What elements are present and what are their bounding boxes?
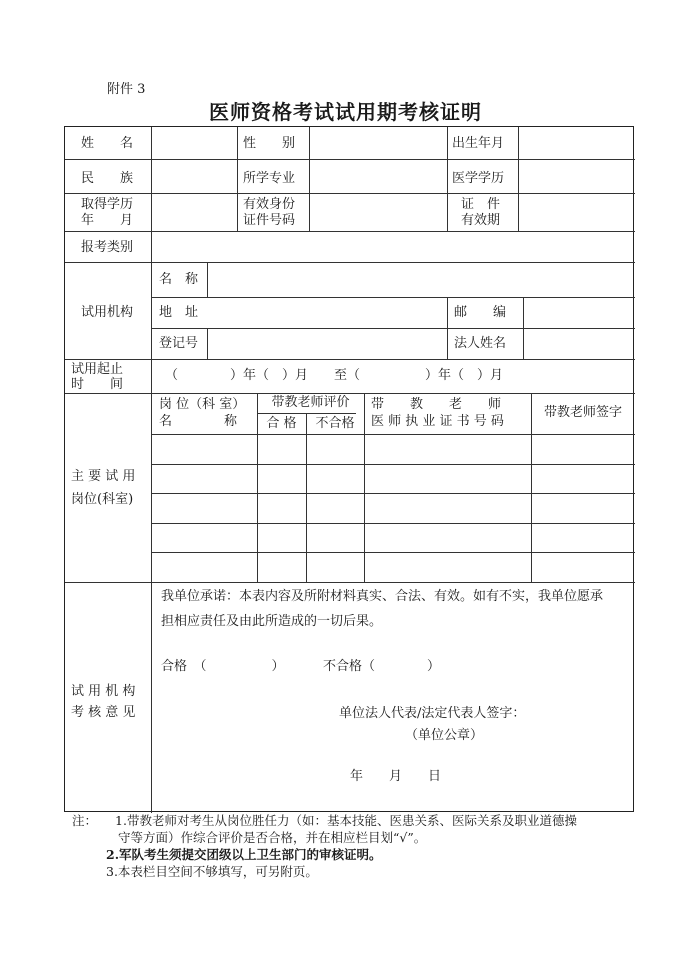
col-divider <box>151 127 152 813</box>
attachment-label: 附件 3 <box>107 82 146 97</box>
pass-option: 合格 （ ） <box>161 659 285 674</box>
id-valid-label: 有效期 <box>461 213 501 228</box>
col-fail: 不合格 <box>315 416 355 431</box>
note-3: 3.本表栏目空间不够填写，可另附页。 <box>106 864 318 879</box>
col-teacher-cert: 医 师 执 业 证 书 号 码 <box>371 414 504 429</box>
col-divider <box>447 297 448 359</box>
notes-prefix: 注： <box>72 813 98 828</box>
id-number-label: 有效身份 <box>243 197 296 212</box>
pledge-text: 我单位承诺：本表内容及所附材料真实、合法、有效。如有不实，我单位愿承 <box>161 589 604 604</box>
col-divider <box>306 413 307 582</box>
col-divider <box>207 262 208 297</box>
legal-person-label: 法人姓名 <box>454 336 507 351</box>
col-divider <box>447 127 448 231</box>
period-label: 试用起止 <box>71 362 124 377</box>
note-2: 2.军队考生须提交团级以上卫生部门的审核证明。 <box>106 847 382 862</box>
opinion-label: 试 用 机 构 <box>71 684 136 699</box>
inst-address-label: 地 址 <box>159 305 199 320</box>
edu-date-label: 取得学历 <box>81 197 134 212</box>
institution-label: 试用机构 <box>81 305 134 320</box>
inst-name-label: 名 称 <box>159 272 199 287</box>
name-label: 姓 名 <box>81 136 134 151</box>
row-divider <box>151 464 635 465</box>
row-divider <box>151 552 635 553</box>
col-divider <box>309 127 310 231</box>
gender-label: 性 别 <box>243 136 296 151</box>
opinion-label: 考 核 意 见 <box>71 705 136 720</box>
sign-date: 年 月 日 <box>350 769 442 784</box>
period-range: （ ）年（ ）月 至（ ）年（ ）月 <box>165 368 504 383</box>
positions-label: 岗位(科室) <box>71 492 134 507</box>
row-divider <box>151 297 635 298</box>
pledge-text: 担相应责任及由此所造成的一切后果。 <box>161 614 383 629</box>
id-valid-label: 证 件 <box>461 197 501 212</box>
edu-date-label: 年 月 <box>81 213 134 228</box>
period-label: 时 间 <box>71 377 124 392</box>
degree-label: 医学学历 <box>452 171 505 186</box>
col-pass: 合 格 <box>266 416 297 431</box>
page-title: 医师资格考试试用期考核证明 <box>209 100 482 124</box>
id-number-label: 证件号码 <box>243 213 296 228</box>
exam-type-label: 报考类别 <box>81 240 134 255</box>
row-divider <box>151 434 635 435</box>
certificate-form <box>64 126 634 812</box>
note-1: 1.带教老师对考生从岗位胜任力（如：基本技能、医患关系、医际关系及职业道德操 <box>115 813 577 828</box>
fail-option: 不合格（ ） <box>323 659 441 674</box>
legal-rep-signature: 单位法人代表/法定代表人签字： <box>339 706 526 721</box>
registration-label: 登记号 <box>159 336 199 351</box>
row-divider <box>151 328 635 329</box>
notes <box>72 812 577 880</box>
note-1-cont: 守等方面）作综合评价是否合格，并在相应栏目划“√”。 <box>118 830 427 845</box>
col-position-name: 名 称 <box>159 414 238 429</box>
positions-label: 主 要 试 用 <box>71 469 136 484</box>
unit-seal: （单位公章） <box>405 728 484 743</box>
row-divider <box>151 523 635 524</box>
row-divider <box>151 493 635 494</box>
col-divider <box>523 297 524 359</box>
col-position-name: 岗 位（科 室） <box>159 397 246 412</box>
col-divider <box>531 393 532 582</box>
col-teacher-signature: 带教老师签字 <box>543 405 622 420</box>
col-teacher-eval: 带教老师评价 <box>271 395 350 410</box>
ethnicity-label: 民 族 <box>81 171 134 186</box>
col-divider <box>518 127 519 231</box>
birth-label: 出生年月 <box>452 136 505 151</box>
col-divider <box>207 328 208 359</box>
major-label: 所学专业 <box>243 171 296 186</box>
col-teacher-cert: 带 教 老 师 <box>371 397 502 412</box>
col-divider <box>364 393 365 582</box>
postcode-label: 邮 编 <box>454 305 507 320</box>
col-divider <box>237 127 238 231</box>
